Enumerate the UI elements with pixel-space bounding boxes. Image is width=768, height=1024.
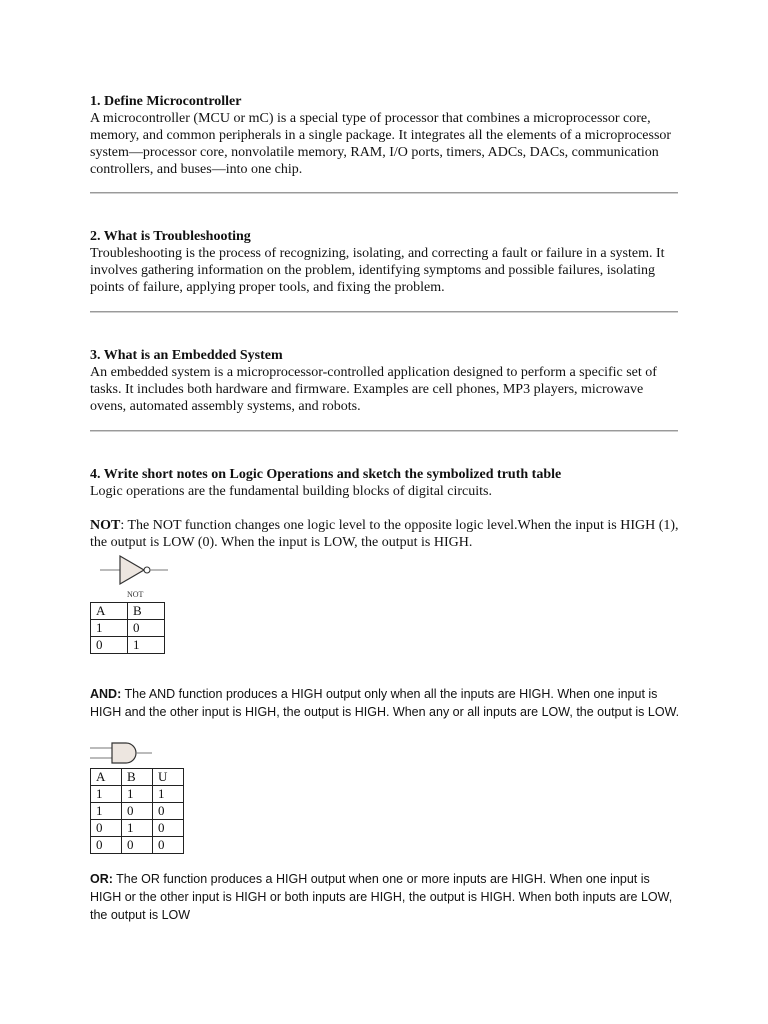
table-cell: B: [128, 603, 165, 620]
section-body: A microcontroller (MCU or mC) is a special type of processor that combines a microprocessor core, memory, and common peripherals in a single package. It integrates all the elements of a microprocessor system—processor core, nonvolatile memory, RAM, I/O ports, timers, ADCs, DACs, communication controllers, and buses—into one chip.: [90, 111, 672, 177]
table-cell: 0: [153, 820, 184, 837]
not-gate-icon: [100, 554, 170, 586]
and-text: The AND function produces a HIGH output only when all the inputs are HIGH. When one input is HIGH and the other input is HIGH, the output is HIGH. When any or all inputs are LOW, the output is LOW.: [90, 687, 680, 719]
section-title: 1. Define Microcontroller: [90, 94, 242, 109]
or-text: The OR function produces a HIGH output when one or more inputs are HIGH. When one input is HIGH or the other input is HIGH or both inputs are HIGH, the output is HIGH. When both inputs are LOW, the output is LOW: [90, 872, 673, 922]
not-description: [90, 517, 680, 551]
section-body: An embedded system is a microprocessor-controlled application designed to perform a specific set of tasks. It includes both hardware and firmware. Examples are cell phones, MP3 players, microwave ovens, automated assembly systems, and robots.: [90, 365, 657, 414]
table-cell: 1: [153, 786, 184, 803]
and-truth-table: [90, 768, 184, 854]
not-label: NOT: [90, 518, 121, 533]
table-row: [91, 820, 184, 837]
or-label: OR:: [90, 872, 113, 886]
section-logic-operations: [90, 466, 680, 500]
section-title: 2. What is Troubleshooting: [90, 229, 251, 244]
table-row: [91, 603, 165, 620]
table-cell: U: [153, 769, 184, 786]
not-truth-table: [90, 602, 165, 654]
not-gate-caption: NOT: [127, 590, 144, 599]
table-cell: 0: [91, 820, 122, 837]
table-row: [91, 803, 184, 820]
table-row: [91, 837, 184, 854]
and-gate-icon: [90, 741, 154, 765]
table-row: [91, 620, 165, 637]
table-row: [91, 637, 165, 654]
table-cell: 0: [122, 837, 153, 854]
table-cell: 1: [91, 786, 122, 803]
table-cell: 0: [91, 837, 122, 854]
table-cell: 1: [128, 637, 165, 654]
section-embedded-system: [90, 347, 680, 415]
section-troubleshooting: [90, 228, 680, 296]
divider: [90, 430, 678, 432]
table-row: [91, 769, 184, 786]
or-description: [90, 870, 680, 924]
and-label: AND:: [90, 687, 122, 701]
table-cell: 0: [122, 803, 153, 820]
section-microcontroller: [90, 93, 680, 178]
table-cell: 0: [128, 620, 165, 637]
table-cell: 1: [91, 620, 128, 637]
section-body: Logic operations are the fundamental building blocks of digital circuits.: [90, 484, 493, 499]
section-body: Troubleshooting is the process of recognizing, isolating, and correcting a fault or failure in a system. It involves gathering information on the problem, identifying symptoms and possible failures, isolating points of failure, applying proper tools, and fixing the problem.: [90, 246, 665, 295]
table-cell: 0: [91, 637, 128, 654]
and-description: [90, 685, 680, 721]
divider: [90, 192, 678, 194]
table-cell: 0: [153, 837, 184, 854]
table-row: [91, 786, 184, 803]
table-cell: 1: [122, 786, 153, 803]
table-cell: A: [91, 769, 122, 786]
table-cell: B: [122, 769, 153, 786]
table-cell: 1: [91, 803, 122, 820]
table-cell: A: [91, 603, 128, 620]
section-title: 3. What is an Embedded System: [90, 348, 283, 363]
table-cell: 0: [153, 803, 184, 820]
not-text: : The NOT function changes one logic level to the opposite logic level.When the input is HIGH (1), the output is LOW (0). When the input is LOW, the output is HIGH.: [90, 518, 679, 550]
table-cell: 1: [122, 820, 153, 837]
divider: [90, 311, 678, 313]
section-title: 4. Write short notes on Logic Operations and sketch the symbolized truth table: [90, 467, 562, 482]
